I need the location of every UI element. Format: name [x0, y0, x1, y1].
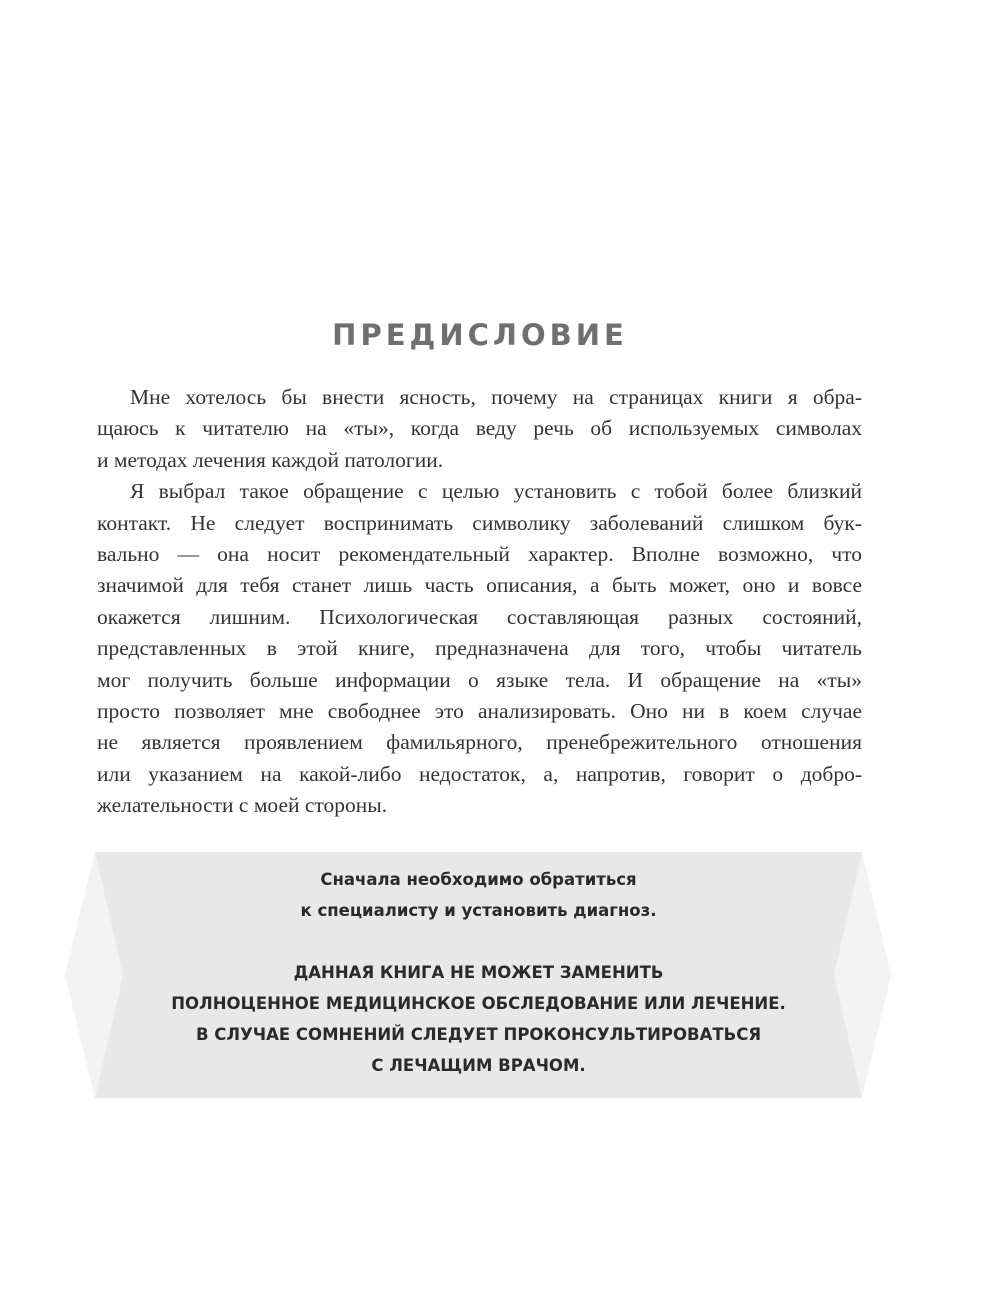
text-line: представленных в этой книге, предназначена для того, чтобы читатель	[97, 636, 862, 661]
notice-line: Сначала необходимо обратиться	[320, 870, 637, 889]
warning-line: В СЛУЧАЕ СОМНЕНИЙ СЛЕДУЕТ ПРОКОНСУЛЬТИРОВАТЬСЯ	[195, 1025, 762, 1044]
medical-notice	[95, 852, 862, 1098]
text-line: просто позволяет мне свободнее это анализировать. Оно ни в коем случае	[97, 698, 862, 723]
text-line: желательности с моей стороны.	[97, 793, 388, 818]
text-line: или указанием на какой-либо недостаток, а, напротив, говорит о добро-	[97, 761, 862, 786]
preface-text	[97, 382, 862, 821]
warning-line: ДАННАЯ КНИГА НЕ МОЖЕТ ЗАМЕНИТЬ	[293, 963, 664, 982]
warning-line: ПОЛНОЦЕННОЕ МЕДИЦИНСКОЕ ОБСЛЕДОВАНИЕ ИЛИ ЛЕЧЕНИЕ.	[171, 994, 786, 1013]
text-line: Я выбрал такое обращение с целью установить с тобой более близкий	[130, 479, 862, 504]
text-line: окажется лишним. Психологическая составляющая разных состояний,	[97, 604, 862, 629]
notice-line: к специалисту и установить диагноз.	[300, 901, 657, 920]
text-line: значимой для тебя станет лишь часть описания, а быть может, оно и вовсе	[97, 573, 862, 598]
text-line: мог получить больше информации о языке тела. И обращение на «ты»	[97, 667, 862, 692]
text-line: и методах лечения каждой патологии.	[97, 447, 444, 472]
text-line: Мне хотелось бы внести ясность, почему на страницах книги я обра-	[130, 385, 862, 409]
text-line: вально — она носит рекомендательный характер. Вполне возможно, что	[97, 541, 862, 566]
page-title: ПРЕДИСЛОВИЕ	[332, 318, 628, 352]
text-line: контакт. Не следует воспринимать символику заболеваний слишком бук-	[97, 510, 862, 535]
warning-line: С ЛЕЧАЩИМ ВРАЧОМ.	[371, 1056, 586, 1075]
text-line: не является проявлением фамильярного, пренебрежительного отношения	[97, 730, 862, 755]
text-line: щаюсь к читателю на «ты», когда веду речь об используемых символах	[97, 416, 862, 441]
